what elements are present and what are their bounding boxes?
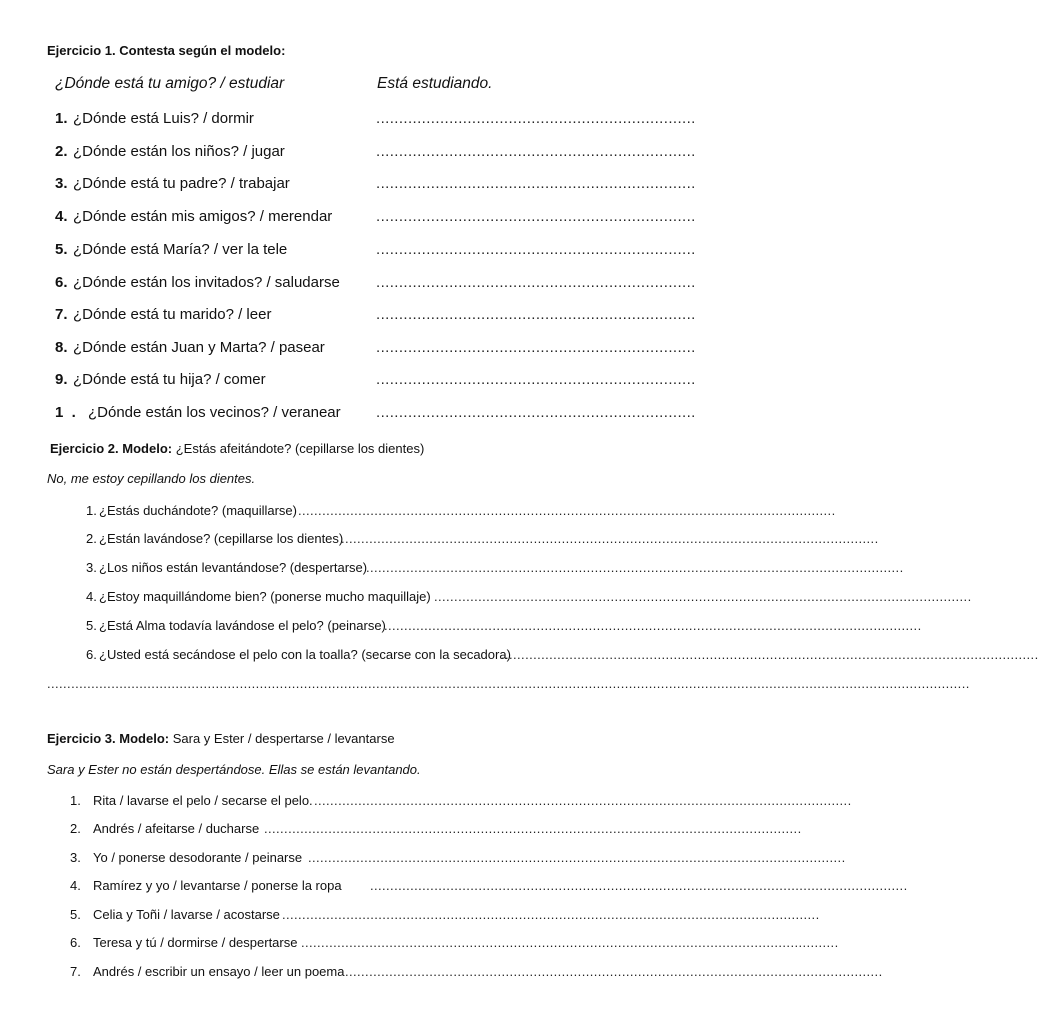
exercise-3-item	[0, 850, 846, 870]
exercise-3-model: Sara y Ester no están despertándose. Ellas se están levantando.	[47, 762, 421, 777]
item-number: 3.	[55, 175, 68, 192]
exercise-2-continuation-line	[0, 676, 970, 696]
answer-line[interactable]: ......................................................................................................................................	[301, 935, 839, 950]
exercise-3-item	[0, 821, 802, 841]
item-number: 4.	[55, 208, 68, 225]
exercise-1-item	[0, 208, 768, 228]
item-question: ¿Dónde están los vecinos? / veranear	[88, 404, 341, 421]
item-number: 4.	[86, 589, 97, 604]
item-question: ¿Dónde están los niños? / jugar	[73, 143, 285, 160]
exercise-1-item	[0, 274, 768, 294]
exercise-1-item	[0, 110, 768, 130]
exercise-2-item	[0, 531, 879, 551]
answer-line[interactable]: ......................................................................................................................................	[308, 850, 846, 865]
exercise-3-item	[0, 935, 839, 955]
exercise-2-item	[0, 560, 904, 580]
answer-line[interactable]: ......................................................................................................................................	[264, 821, 802, 836]
answer-line[interactable]: ......................................................................	[376, 208, 696, 225]
item-number: 5.	[55, 241, 68, 258]
exercise-2-model: No, me estoy cepillando los dientes.	[47, 471, 256, 486]
answer-line[interactable]: ......................................................................	[376, 110, 696, 127]
exercise-2-item	[0, 647, 1039, 667]
item-number: 3.	[86, 560, 97, 575]
item-prompt: Andrés / afeitarse / ducharse	[93, 821, 260, 836]
answer-line[interactable]: ......................................................................	[376, 339, 696, 356]
item-question: ¿Usted está secándose el pelo con la toalla? (secarse con la secadora)	[99, 647, 511, 662]
item-number: 5.	[70, 907, 81, 922]
item-question: ¿Dónde está tu hija? / comer	[73, 371, 266, 388]
item-prompt: Andrés / escribir un ensayo / leer un poema	[93, 964, 345, 979]
exercise-3-item	[0, 907, 820, 927]
item-prompt: Yo / ponerse desodorante / peinarse	[93, 850, 303, 865]
item-number: 3.	[70, 850, 81, 865]
item-question: ¿Dónde está tu padre? / trabajar	[73, 175, 290, 192]
answer-line[interactable]: ......................................................................	[376, 241, 696, 258]
exercise-2-item	[0, 618, 922, 638]
exercise-1-item	[0, 143, 768, 163]
item-question: ¿Dónde está Luis? / dormir	[73, 110, 254, 127]
exercise-3-item	[0, 878, 908, 898]
exercise-3-title: Ejercicio 3. Modelo: Sara y Ester / despertarse / levantarse	[47, 731, 395, 746]
item-question: ¿Está Alma todavía lavándose el pelo? (peinarse)	[99, 618, 386, 633]
exercise-1-title: Ejercicio 1. Contesta según el modelo:	[47, 43, 286, 58]
item-number: 5.	[86, 618, 97, 633]
exercise-1-item	[0, 306, 768, 326]
answer-line[interactable]: ......................................................................................................................................	[314, 793, 852, 808]
item-number: 6.	[70, 935, 81, 950]
answer-line[interactable]: ......................................................................	[376, 175, 696, 192]
item-question: ¿Dónde está María? / ver la tele	[73, 241, 288, 258]
item-prompt: Rita / lavarse el pelo / secarse el pelo.	[93, 793, 313, 808]
item-question: ¿Dónde están mis amigos? / merendar	[73, 208, 333, 225]
exercise-2-item	[0, 503, 836, 523]
item-number: 1.	[55, 110, 68, 127]
exercise-1-model-question: ¿Dónde está tu amigo? / estudiar	[55, 75, 285, 92]
answer-line[interactable]: ......................................................................	[376, 143, 696, 160]
item-number: 7.	[55, 306, 68, 323]
answer-line[interactable]: ......................................................................................................................................................................................................................................	[47, 676, 970, 691]
exercise-1-item	[0, 175, 768, 195]
item-number: 1.	[86, 503, 97, 518]
item-number: 4.	[70, 878, 81, 893]
item-number: 6.	[55, 274, 68, 291]
answer-line[interactable]: ......................................................................................................................................	[434, 589, 972, 604]
answer-line[interactable]: ......................................................................	[376, 371, 696, 388]
item-number: 2.	[86, 531, 97, 546]
answer-line[interactable]: ......................................................................................................................................	[366, 560, 904, 575]
item-number: 2.	[55, 143, 68, 160]
exercise-1-model-answer: Está estudiando.	[377, 75, 493, 92]
item-number: 2.	[70, 821, 81, 836]
exercise-1-item	[0, 241, 768, 261]
exercise-1-item	[0, 339, 768, 359]
answer-line[interactable]: ......................................................................................................................................	[298, 503, 836, 518]
item-question: ¿Están lavándose? (cepillarse los dientes)	[99, 531, 344, 546]
answer-line[interactable]: ......................................................................	[376, 274, 696, 291]
exercise-2-title: Ejercicio 2. Modelo: ¿Estás afeitándote? (cepillarse los dientes)	[50, 441, 425, 456]
answer-line[interactable]: ......................................................................................................................................	[501, 647, 1039, 662]
item-prompt: Ramírez y yo / levantarse / ponerse la ropa	[93, 878, 342, 893]
item-prompt: Teresa y tú / dormirse / despertarse	[93, 935, 298, 950]
item-prompt: Celia y Toñi / lavarse / acostarse	[93, 907, 280, 922]
exercise-3-item	[0, 964, 883, 984]
answer-line[interactable]: ......................................................................................................................................	[345, 964, 883, 979]
item-number: 1.	[70, 793, 81, 808]
item-question: ¿Estás duchándote? (maquillarse)	[99, 503, 297, 518]
item-question: ¿Estoy maquillándome bien? (ponerse mucho maquillaje)	[99, 589, 431, 604]
answer-line[interactable]: ......................................................................................................................................	[370, 878, 908, 893]
item-question: ¿Dónde está tu marido? / leer	[73, 306, 272, 323]
item-question: ¿Dónde están los invitados? / saludarse	[73, 274, 340, 291]
item-number: 7.	[70, 964, 81, 979]
item-question: ¿Dónde están Juan y Marta? / pasear	[73, 339, 325, 356]
answer-line[interactable]: ......................................................................................................................................	[341, 531, 879, 546]
answer-line[interactable]: ......................................................................	[376, 306, 696, 323]
item-number: 8.	[55, 339, 68, 356]
answer-line[interactable]: ......................................................................................................................................	[384, 618, 922, 633]
item-question: ¿Los niños están levantándose? (despertarse)	[99, 560, 368, 575]
exercise-1-item	[0, 404, 768, 424]
item-number: 9.	[55, 371, 68, 388]
answer-line[interactable]: ......................................................................................................................................	[282, 907, 820, 922]
exercise-2-item	[0, 589, 972, 609]
answer-line[interactable]: ......................................................................	[376, 404, 696, 421]
exercise-1-item	[0, 371, 768, 391]
item-number: 6.	[86, 647, 97, 662]
item-number: 1 .	[55, 404, 76, 421]
exercise-3-item	[0, 793, 852, 813]
